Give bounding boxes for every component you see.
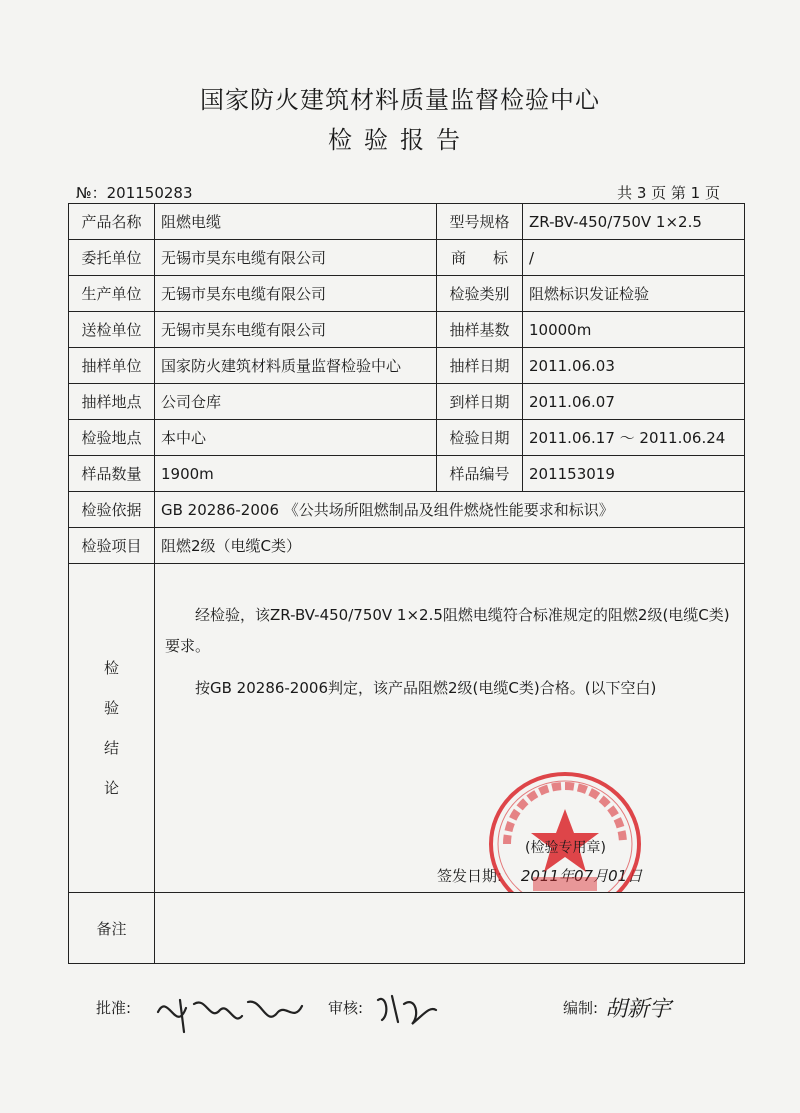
sender-value: 无锡市昊东电缆有限公司 — [155, 312, 437, 348]
table-row — [69, 312, 745, 348]
table-row — [69, 528, 745, 564]
conclusion-label-char: 检 — [103, 659, 119, 677]
product-name-label: 产品名称 — [69, 204, 155, 240]
conclusion-label-char: 结 — [103, 739, 119, 757]
edit-label: 编制: — [563, 999, 599, 1017]
product-name-value: 阻燃电缆 — [155, 204, 437, 240]
conclusion-paragraph-1: 经检验，该ZR-BV-450/750V 1×2.5阻燃电缆符合标准规定的阻燃2级(电缆C类)要求。 — [165, 606, 730, 655]
trademark-label-char-1: 商 — [451, 249, 467, 267]
basis-value: GB 20286-2006 《公共场所阻燃制品及组件燃烧性能要求和标识》 — [155, 492, 745, 528]
test-place-label: 检验地点 — [69, 420, 155, 456]
table-row — [69, 420, 745, 456]
conclusion-body — [155, 564, 745, 893]
official-seal — [485, 769, 645, 893]
sample-date-label: 抽样日期 — [437, 348, 523, 384]
table-row — [69, 276, 745, 312]
sample-place-value: 公司仓库 — [155, 384, 437, 420]
trademark-value: / — [523, 240, 745, 276]
sample-qty-label: 样品数量 — [69, 456, 155, 492]
stamp-note: (检验专用章) — [525, 840, 606, 856]
item-label: 检验项目 — [69, 528, 155, 564]
test-date-value: 2011.06.17 ～ 2011.06.24 — [523, 420, 745, 456]
remarks-label: 备注 — [69, 893, 155, 964]
table-row — [69, 456, 745, 492]
sample-place-label: 抽样地点 — [69, 384, 155, 420]
sign-date-value: 2011年07月01日 — [520, 867, 643, 885]
table-row — [69, 492, 745, 528]
sample-base-label: 抽样基数 — [437, 312, 523, 348]
conclusion-label — [69, 564, 155, 893]
producer-label: 生产单位 — [69, 276, 155, 312]
inspection-type-label: 检验类别 — [437, 276, 523, 312]
sample-date-value: 2011.06.03 — [523, 348, 745, 384]
report-number: №：201150283 — [76, 184, 193, 202]
page-info: 共 3 页 第 1 页 — [617, 184, 720, 202]
report-title: 检验报告 — [328, 126, 472, 154]
trademark-label-char-2: 标 — [492, 249, 508, 267]
sample-no-value: 201153019 — [523, 456, 745, 492]
table-row — [69, 240, 745, 276]
sample-qty-value: 1900m — [155, 456, 437, 492]
conclusion-label-char: 论 — [103, 779, 119, 797]
arrival-date-label: 到样日期 — [437, 384, 523, 420]
basis-label: 检验依据 — [69, 492, 155, 528]
approver-signature — [150, 982, 310, 1042]
reviewer-signature — [372, 986, 442, 1030]
test-place-value: 本中心 — [155, 420, 437, 456]
trademark-label — [437, 240, 523, 276]
approve-label: 批准: — [96, 999, 132, 1017]
model-value: ZR-BV-450/750V 1×2.5 — [523, 204, 745, 240]
organization-title: 国家防火建筑材料质量监督检验中心 — [200, 86, 600, 114]
table-row — [69, 204, 745, 240]
table-row — [69, 384, 745, 420]
sampler-label: 抽样单位 — [69, 348, 155, 384]
conclusion-paragraph-2: 按GB 20286-2006判定，该产品阻燃2级(电缆C类)合格。(以下空白) — [195, 679, 657, 697]
report-table — [68, 203, 745, 964]
sample-no-label: 样品编号 — [437, 456, 523, 492]
editor-signature: 胡新宇 — [605, 997, 672, 1022]
review-label: 审核: — [328, 999, 364, 1017]
inspection-type-value: 阻燃标识发证检验 — [523, 276, 745, 312]
sign-date-label: 签发日期: — [437, 867, 503, 885]
sampler-value: 国家防火建筑材料质量监督检验中心 — [155, 348, 437, 384]
test-date-label: 检验日期 — [437, 420, 523, 456]
producer-value: 无锡市昊东电缆有限公司 — [155, 276, 437, 312]
sample-base-value: 10000m — [523, 312, 745, 348]
conclusion-row — [69, 564, 745, 893]
conclusion-label-char: 验 — [103, 699, 119, 717]
client-value: 无锡市昊东电缆有限公司 — [155, 240, 437, 276]
sender-label: 送检单位 — [69, 312, 155, 348]
remarks-row — [69, 893, 745, 964]
arrival-date-value: 2011.06.07 — [523, 384, 745, 420]
client-label: 委托单位 — [69, 240, 155, 276]
remarks-value — [155, 893, 745, 964]
model-label: 型号规格 — [437, 204, 523, 240]
item-value: 阻燃2级（电缆C类） — [155, 528, 745, 564]
table-row — [69, 348, 745, 384]
